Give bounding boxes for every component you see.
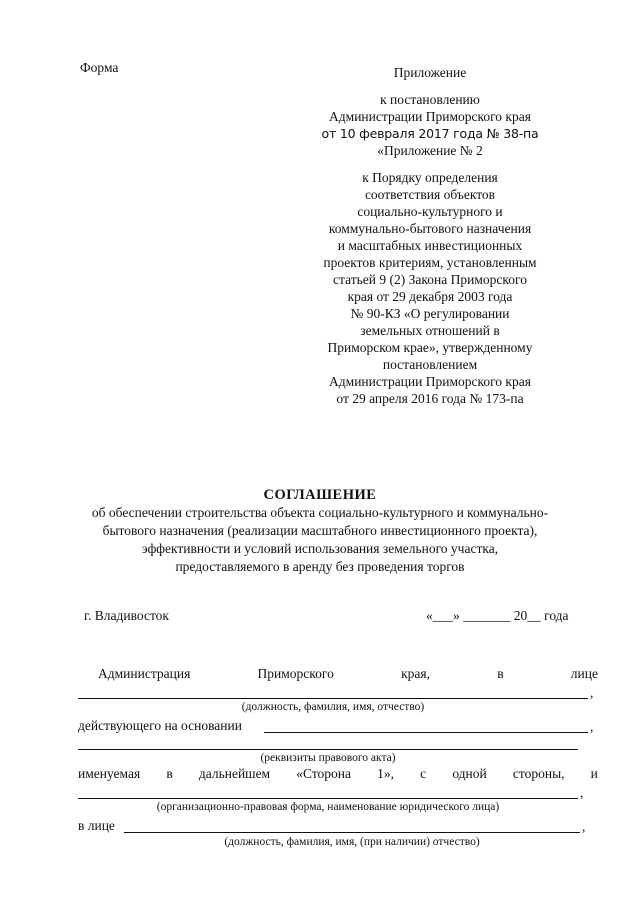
word: дальнейшем (198, 766, 271, 781)
appendix-body-line: и масштабных инвестиционных (337, 238, 523, 253)
word: «Сторона (296, 766, 352, 781)
basis-blank[interactable] (264, 732, 588, 733)
appendix-body-line: № 90-КЗ «О регулировании (350, 306, 510, 321)
representative-hint: (должность, фамилия, имя, (при наличии) отчество) (224, 836, 480, 848)
comma: , (580, 785, 584, 800)
appendix-body-line: социально-культурного и (357, 204, 503, 219)
appendix-body-line: Приморском крае», утвержденному (327, 340, 533, 355)
word: края, (401, 666, 430, 681)
agreement-subtitle-line: об обеспечении строительства объекта социально-культурного и коммунально- (91, 505, 549, 520)
place-of-signing: г. Владивосток (84, 608, 169, 623)
comma: , (590, 719, 594, 734)
word: в (497, 666, 504, 681)
agreement-subtitle-line: предоставляемого в аренду без проведения торгов (175, 559, 465, 574)
party1-intro-line (98, 666, 598, 682)
word: 1», (377, 766, 395, 781)
word: именуемая (78, 766, 141, 781)
appendix-line: «Приложение № 2 (377, 143, 483, 158)
appendix-line: Администрации Приморского края (329, 109, 531, 124)
official-position-blank[interactable] (78, 698, 588, 699)
appendix-body-line: Администрации Приморского края (329, 374, 531, 389)
appendix-body-line: статьей 9 (2) Закона Приморского (333, 272, 527, 287)
word: в (166, 766, 173, 781)
organization-hint: (организационно-правовая форма, наименование юридического лица) (156, 801, 500, 813)
acting-basis-label: действующего на основании (78, 718, 242, 733)
in-person-label: в лице (78, 818, 115, 833)
word: одной (452, 766, 487, 781)
word: стороны, (512, 766, 565, 781)
organization-blank[interactable] (78, 798, 578, 799)
agreement-subtitle-line: эффективности и условий использования земельного участка, (141, 541, 499, 556)
party1-designation-line (78, 766, 598, 782)
legal-act-blank[interactable] (78, 749, 578, 750)
agreement-subtitle-line: бытового назначения (реализации масштабного инвестиционного проекта), (102, 523, 538, 538)
appendix-body-line: земельных отношений в (360, 323, 500, 338)
representative-blank[interactable] (124, 832, 580, 833)
appendix-body-line: постановлением (382, 357, 478, 372)
date-placeholder: «___» _______ 20__ года (426, 608, 569, 623)
decree-stamp: от 10 февраля 2017 года № 38-па (321, 126, 539, 141)
appendix-body-line: края от 29 декабря 2003 года (347, 289, 513, 304)
comma: , (590, 685, 594, 700)
appendix-line: к постановлению (380, 92, 480, 107)
appendix-body-line: соответствия объектов (364, 187, 496, 202)
word: Приморского (257, 666, 334, 681)
position-name-hint: (должность, фамилия, имя, отчество) (241, 701, 425, 713)
appendix-body-line: от 29 апреля 2016 года № 173-па (336, 391, 524, 406)
appendix-line: Приложение (393, 65, 467, 80)
form-label: Форма (80, 60, 119, 75)
appendix-header (300, 64, 560, 407)
word: и (590, 766, 598, 781)
comma: , (582, 819, 586, 834)
appendix-body-line: к Порядку определения (362, 170, 498, 185)
appendix-body-line: проектов критериям, установленным (323, 255, 537, 270)
appendix-body-line: коммунально-бытового назначения (328, 221, 532, 236)
word: с (420, 766, 427, 781)
agreement-title-block (60, 486, 580, 576)
word: Администрация (98, 666, 191, 681)
agreement-title: СОГЛАШЕНИЕ (263, 487, 377, 503)
word: лице (570, 666, 598, 681)
legal-act-hint: (реквизиты правового акта) (260, 752, 396, 764)
